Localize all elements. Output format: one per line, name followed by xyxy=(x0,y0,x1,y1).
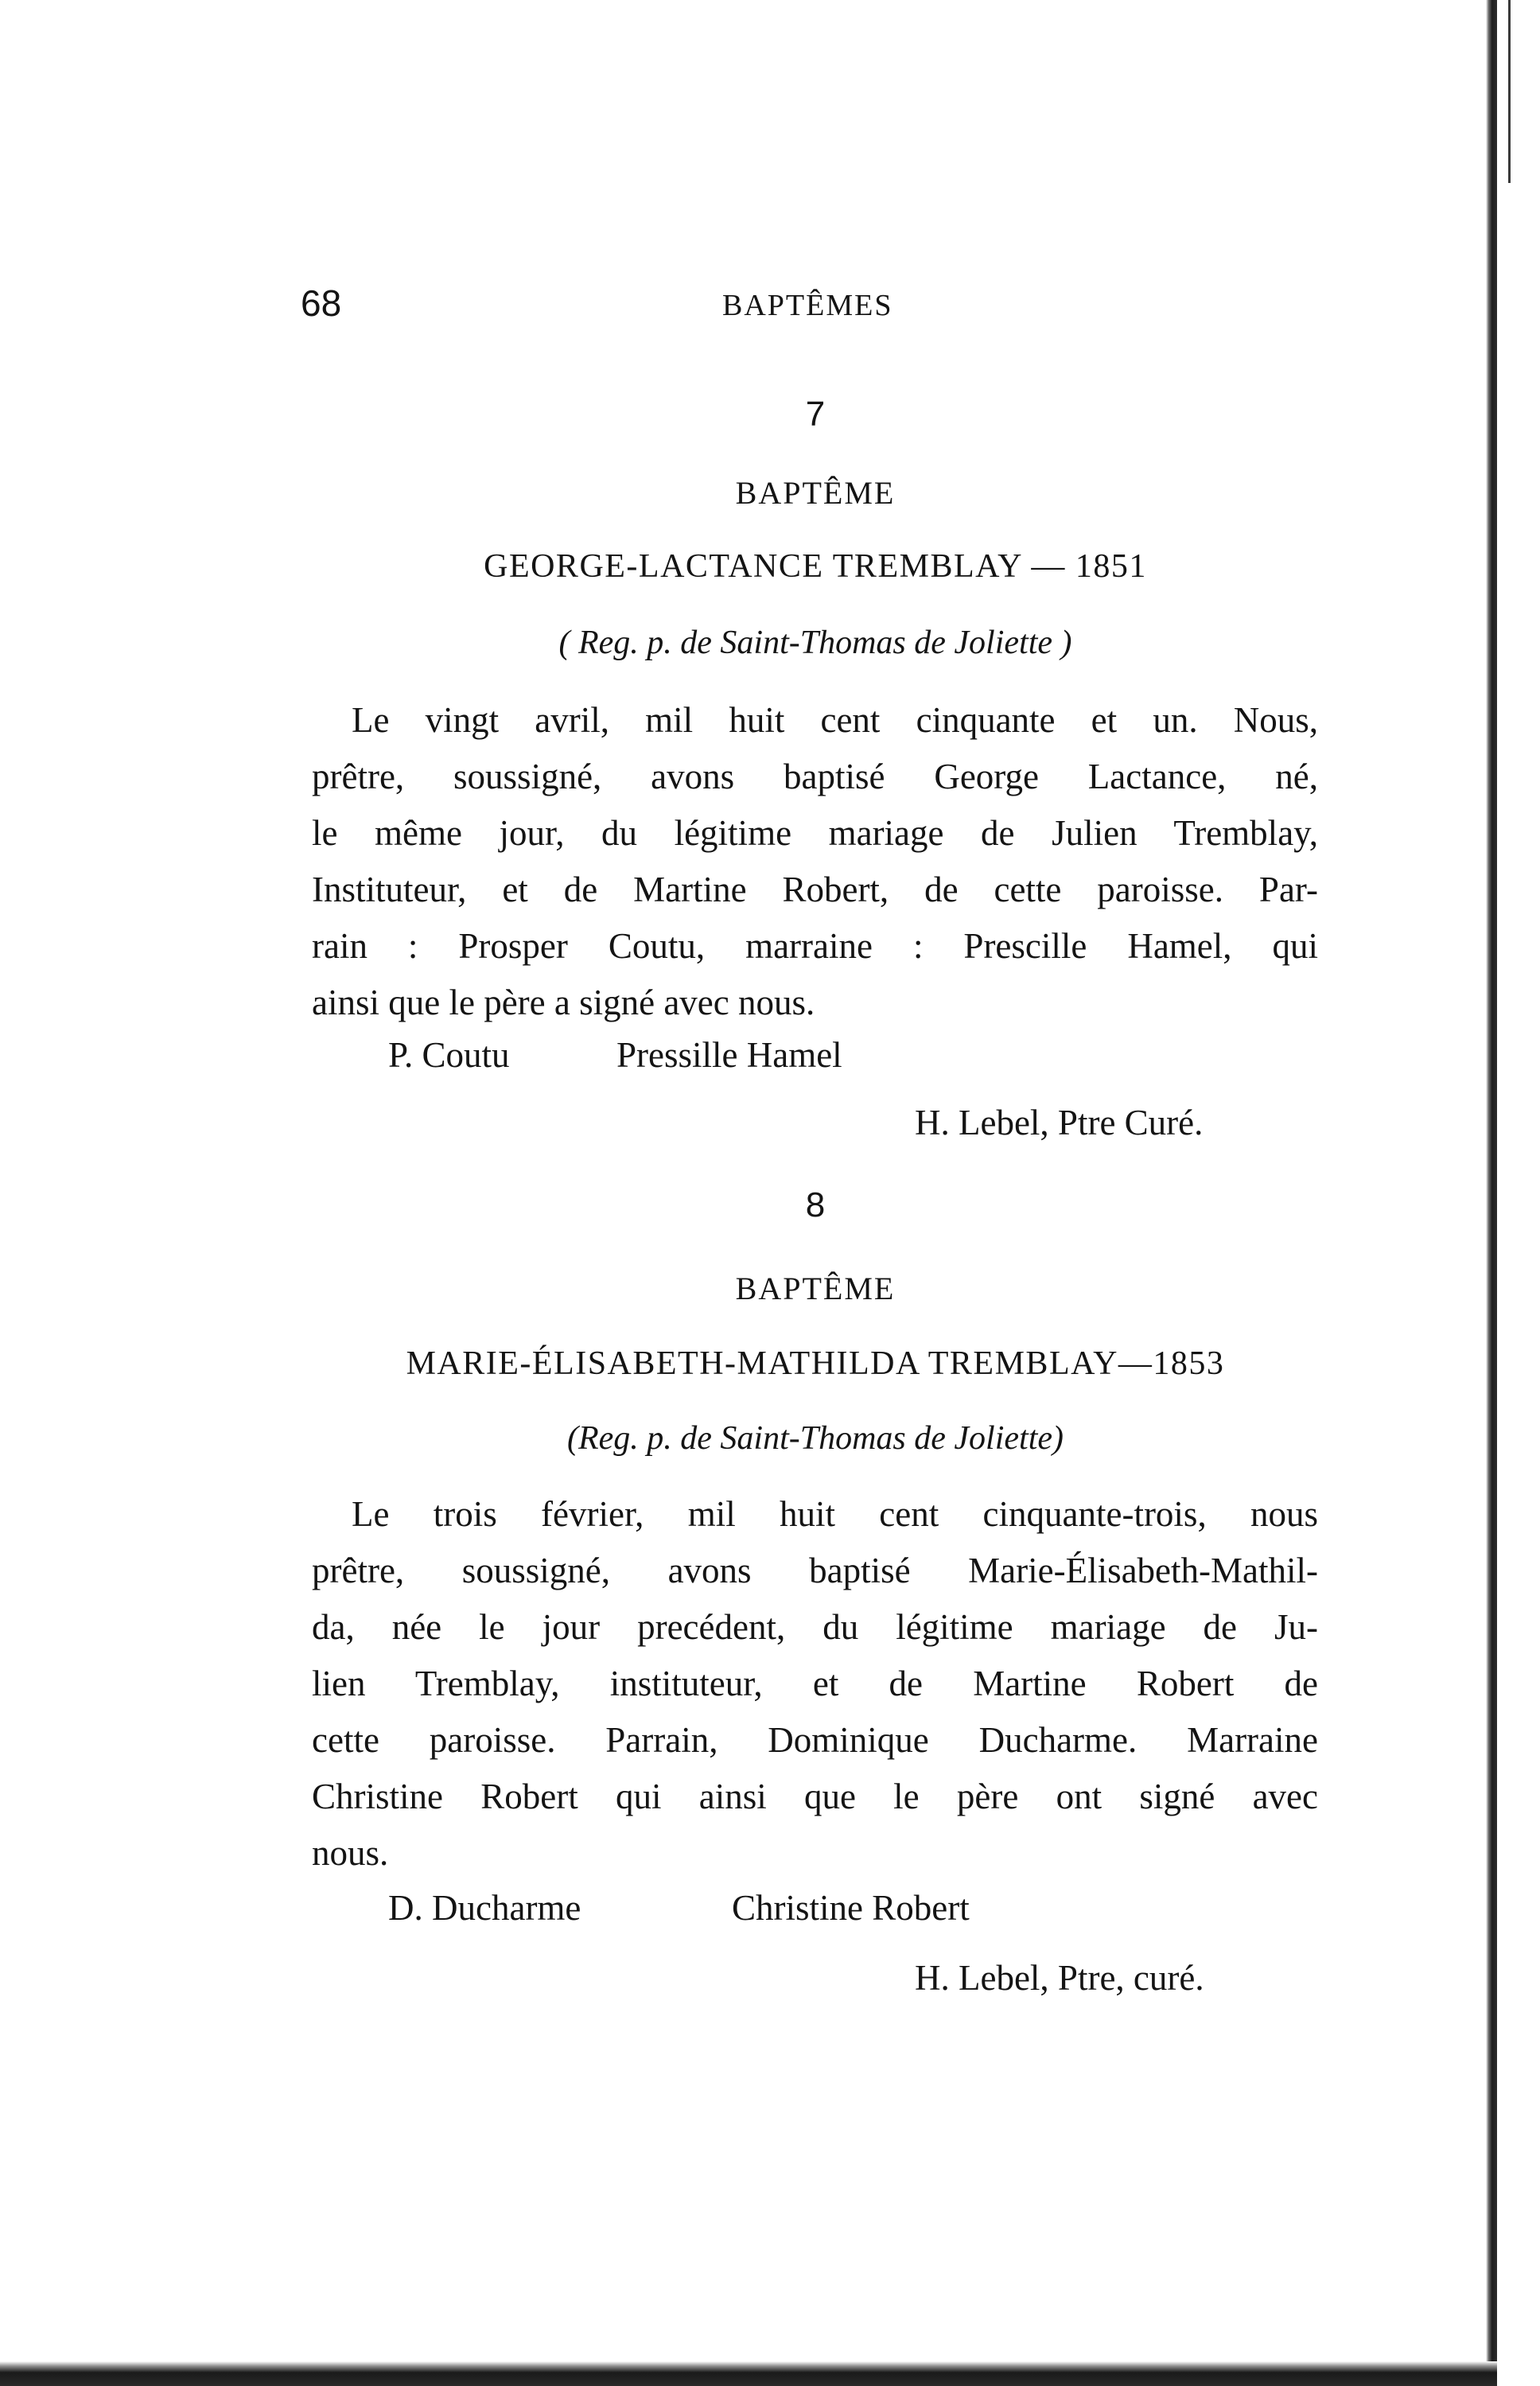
body-line: cette paroisse. Parrain, Dominique Ducharme. Marraine xyxy=(312,1720,1318,1760)
entry-heading: BAPTÊME xyxy=(735,475,896,511)
entry-name: MARIE-ÉLISABETH-MATHILDA TREMBLAY—1853 xyxy=(406,1345,1225,1382)
entry-body xyxy=(312,692,1318,1031)
body-line: Le trois février, mil huit cent cinquante-trois, nous xyxy=(352,1494,1318,1534)
running-head xyxy=(301,282,1327,329)
entry-name: GEORGE-LACTANCE TREMBLAY — 1851 xyxy=(484,548,1147,585)
page-edge-line-right xyxy=(1508,0,1511,183)
body-line: ainsi que le père a signé avec nous. xyxy=(312,983,815,1022)
godparent-signature: Christine Robert xyxy=(732,1888,970,1928)
entry-body xyxy=(312,1486,1318,1882)
body-line: Instituteur, et de Martine Robert, de cette paroisse. Par- xyxy=(312,870,1318,909)
officiant-signature: H. Lebel, Ptre Curé. xyxy=(915,1103,1204,1142)
entry-number: 7 xyxy=(805,395,826,434)
entry-number: 8 xyxy=(805,1185,826,1224)
godparent-signature: D. Ducharme xyxy=(388,1888,581,1928)
body-line: da, née le jour precédent, du légitime mariage de Ju- xyxy=(312,1607,1318,1647)
page-edge-shadow-right xyxy=(1486,0,1497,2375)
body-line: prêtre, soussigné, avons baptisé Marie-Élisabeth-Mathil- xyxy=(312,1551,1318,1590)
godparent-signature: Pressille Hamel xyxy=(616,1035,842,1075)
entry-source: ( Reg. p. de Saint-Thomas de Joliette ) xyxy=(558,625,1072,661)
page-edge-shadow-bottom xyxy=(0,2361,1497,2386)
body-line: prêtre, soussigné, avons baptisé George Lactance, né, xyxy=(312,757,1318,796)
entry-heading: BAPTÊME xyxy=(735,1271,896,1306)
body-line: Christine Robert qui ainsi que le père ont signé avec xyxy=(312,1777,1318,1816)
entry-source: (Reg. p. de Saint-Thomas de Joliette) xyxy=(566,1420,1064,1457)
godparent-signature: P. Coutu xyxy=(388,1035,510,1075)
officiant-signature: H. Lebel, Ptre, curé. xyxy=(915,1958,1204,1998)
page-number: 68 xyxy=(301,282,342,324)
body-line: lien Tremblay, instituteur, et de Martine Robert de xyxy=(312,1664,1318,1703)
body-line: Le vingt avril, mil huit cent cinquante et un. Nous, xyxy=(352,700,1318,740)
running-title: BAPTÊMES xyxy=(722,289,893,322)
body-line: le même jour, du légitime mariage de Julien Tremblay, xyxy=(312,813,1318,853)
body-line: nous. xyxy=(312,1833,389,1873)
body-line: rain : Prosper Coutu, marraine : Prescille Hamel, qui xyxy=(312,926,1318,966)
